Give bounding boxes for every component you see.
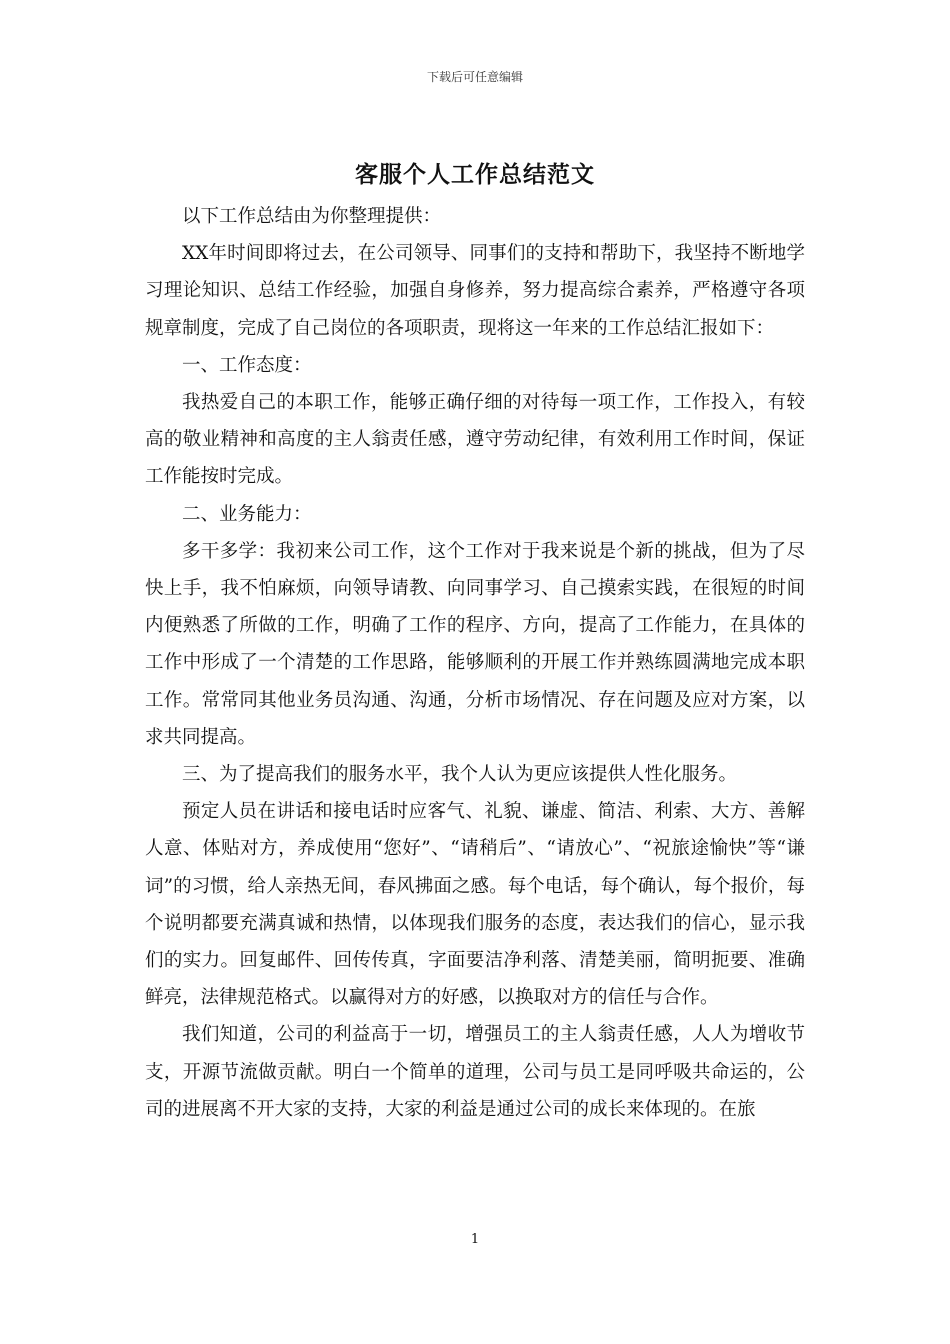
company-interest-paragraph: 我们知道，公司的利益高于一切，增强员工的主人翁责任感，人人为增收节支，开源节流做贡献。明白一个简单的道理，公司与员工是同呼吸共命运的，公司的进展离不开大家的支持，大家的利益是通过公司的成长来体现的。在旅 <box>145 1024 805 1120</box>
attitude-paragraph: 我热爱自己的本职工作，能够正确仔细的对待每一项工作，工作投入，有较高的敬业精神和高度的主人翁责任感，遵守劳动纪律，有效利用工作时间，保证工作能按时完成。 <box>145 392 805 488</box>
section-heading-ability: 二、业务能力： <box>182 503 312 525</box>
document-body <box>145 198 805 1128</box>
document-title: 客服个人工作总结范文 <box>355 161 595 188</box>
header-note: 下载后可任意编辑 <box>426 70 523 84</box>
page-number: 1 <box>470 1232 480 1247</box>
section-heading-service: 三、为了提高我们的服务水平，我个人认为更应该提供人性化服务。 <box>182 764 738 786</box>
service-paragraph: 预定人员在讲话和接电话时应客气、礼貌、谦虚、简洁、利索、大方、善解人意、体贴对方，养成使用“您好”、“请稍后”、“请放心”、“祝旅途愉快”等“谦词”的习惯，给人亲热无间，春风拂面之感。每个电话，每个确认，每个报价，每个说明都要充满真诚和热情，以体现我们服务的态度，表达我们的信心，显示我们的实力。回复邮件、回传传真，字面要洁净利落、清楚美丽，简明扼要、准确鲜亮，法律规范格式。以赢得对方的好感，以换取对方的信任与合作。 <box>145 801 805 1009</box>
ability-paragraph: 多干多学：我初来公司工作，这个工作对于我来说是个新的挑战，但为了尽快上手，我不怕麻烦，向领导请教、向同事学习、自己摸索实践，在很短的时间内便熟悉了所做的工作，明确了工作的程序、方向，提高了工作能力，在具体的工作中形成了一个清楚的工作思路，能够顺利的开展工作并熟练圆满地完成本职工作。常常同其他业务员沟通、沟通，分析市场情况、存在问题及应对方案，以求共同提高。 <box>145 540 805 748</box>
overview-paragraph: XX年时间即将过去，在公司领导、同事们的支持和帮助下，我坚持不断地学习理论知识、总结工作经验，加强自身修养，努力提高综合素养，严格遵守各项规章制度，完成了自己岗位的各项职责，现将这一年来的工作总结汇报如下： <box>145 243 805 339</box>
section-heading-attitude: 一、工作态度： <box>182 354 312 376</box>
intro-paragraph: 以下工作总结由为你整理提供： <box>182 206 442 227</box>
